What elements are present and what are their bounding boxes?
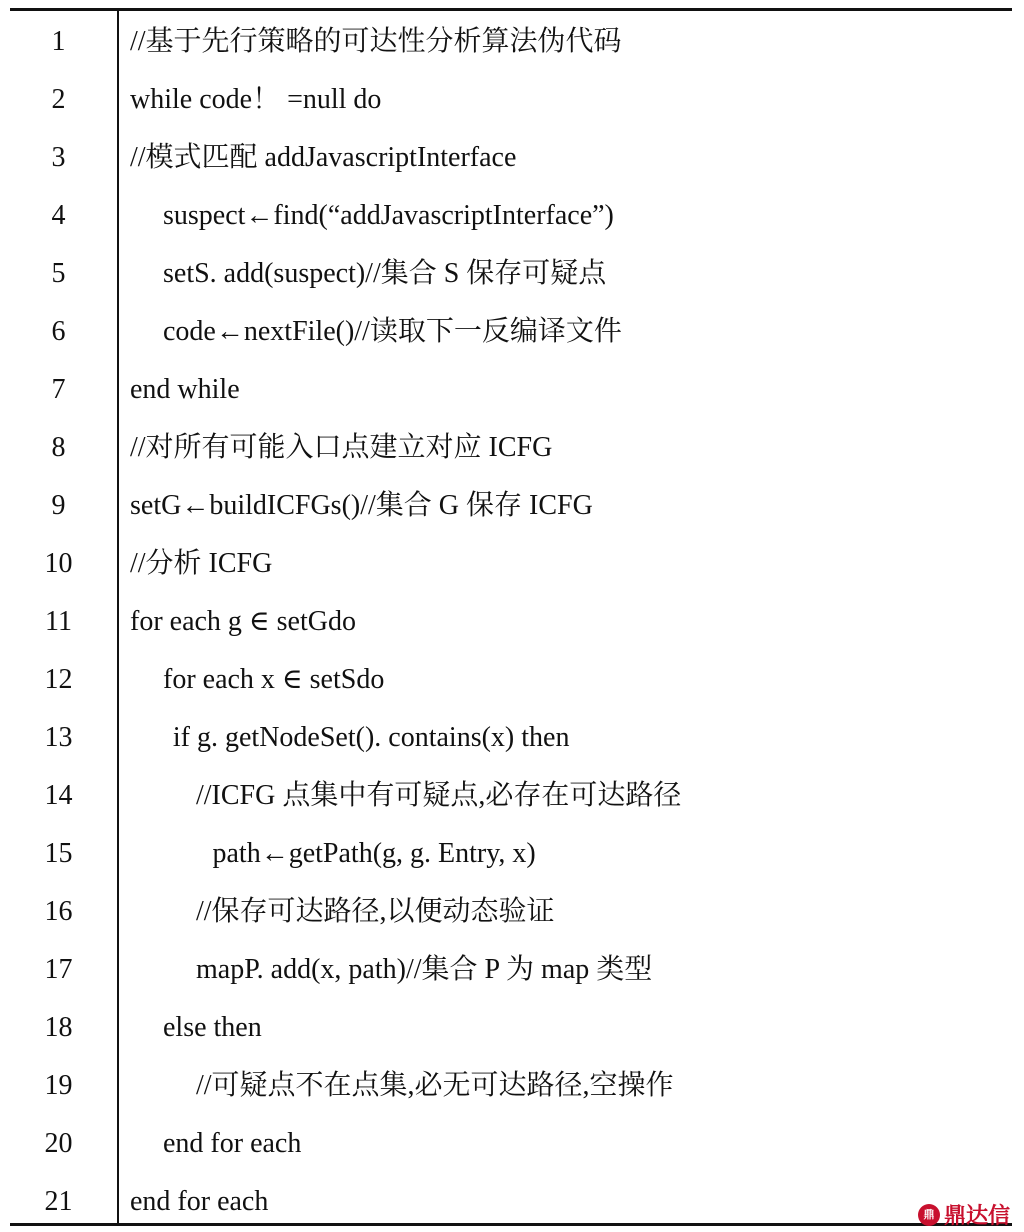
line-code: code←nextFile()//读取下一反编译文件 xyxy=(163,316,622,347)
code-line xyxy=(10,593,1012,651)
line-code: //ICFG 点集中有可疑点,必存在可达路径 xyxy=(196,780,682,811)
line-code: while code！ =null do xyxy=(130,84,382,115)
line-code: setS. add(suspect)//集合 S 保存可疑点 xyxy=(163,258,607,289)
line-number: 2 xyxy=(51,84,66,115)
line-number: 6 xyxy=(51,316,66,347)
code-line xyxy=(10,767,1012,825)
line-code: setG←buildICFGs()//集合 G 保存 ICFG xyxy=(130,490,593,521)
line-number: 3 xyxy=(51,142,66,173)
line-code: path←getPath(g, g. Entry, x) xyxy=(212,838,536,869)
line-number: 7 xyxy=(51,374,66,405)
watermark-logo-icon: 鼎 xyxy=(918,1204,940,1226)
line-code: end for each xyxy=(130,1186,269,1217)
code-line xyxy=(10,825,1012,883)
line-number: 10 xyxy=(44,548,73,579)
line-code: if g. getNodeSet(). contains(x) then xyxy=(172,722,570,753)
line-code: //基于先行策略的可达性分析算法伪代码 xyxy=(130,26,622,57)
line-number: 20 xyxy=(44,1128,73,1159)
code-line xyxy=(10,883,1012,941)
line-number: 16 xyxy=(44,896,73,927)
line-number: 5 xyxy=(51,258,66,289)
line-code: //可疑点不在点集,必无可达路径,空操作 xyxy=(196,1070,674,1101)
line-code: for each x ∈ setSdo xyxy=(163,664,385,695)
line-number: 12 xyxy=(44,664,73,695)
code-line xyxy=(10,1057,1012,1115)
code-line xyxy=(10,1115,1012,1173)
line-code: for each g ∈ setGdo xyxy=(130,606,356,637)
code-line xyxy=(10,535,1012,593)
line-number: 15 xyxy=(44,838,73,869)
line-code: //模式匹配 addJavascriptInterface xyxy=(130,142,517,173)
code-line xyxy=(10,477,1012,535)
line-code: else then xyxy=(163,1012,262,1043)
code-line xyxy=(10,1173,1012,1231)
line-number: 17 xyxy=(44,954,73,985)
line-number: 14 xyxy=(44,780,73,811)
watermark-text: 鼎达信 xyxy=(943,1204,1010,1229)
line-number: 4 xyxy=(51,200,66,231)
code-line xyxy=(10,245,1012,303)
watermark xyxy=(918,1199,1010,1230)
line-number: 18 xyxy=(44,1012,73,1043)
code-line xyxy=(10,651,1012,709)
line-number: 1 xyxy=(51,26,66,57)
line-number: 11 xyxy=(45,606,72,637)
code-line xyxy=(10,361,1012,419)
code-line xyxy=(10,941,1012,999)
code-line xyxy=(10,71,1012,129)
line-code: end while xyxy=(130,374,240,405)
line-code: //保存可达路径,以便动态验证 xyxy=(196,896,555,927)
line-number: 19 xyxy=(44,1070,73,1101)
code-line xyxy=(10,419,1012,477)
code-line xyxy=(10,999,1012,1057)
line-code: //分析 ICFG xyxy=(130,548,273,579)
line-number: 21 xyxy=(44,1186,73,1217)
code-line xyxy=(10,303,1012,361)
line-number: 8 xyxy=(51,432,66,463)
line-number: 13 xyxy=(44,722,73,753)
code-line xyxy=(10,187,1012,245)
line-code: mapP. add(x, path)//集合 P 为 map 类型 xyxy=(196,954,653,985)
line-code: //对所有可能入口点建立对应 ICFG xyxy=(130,432,553,463)
code-line xyxy=(10,13,1012,71)
code-line xyxy=(10,709,1012,767)
algorithm-table xyxy=(10,8,1012,1226)
line-number: 9 xyxy=(51,490,66,521)
line-code: suspect←find(“addJavascriptInterface”) xyxy=(163,200,614,231)
code-line xyxy=(10,129,1012,187)
line-code: end for each xyxy=(163,1128,302,1159)
